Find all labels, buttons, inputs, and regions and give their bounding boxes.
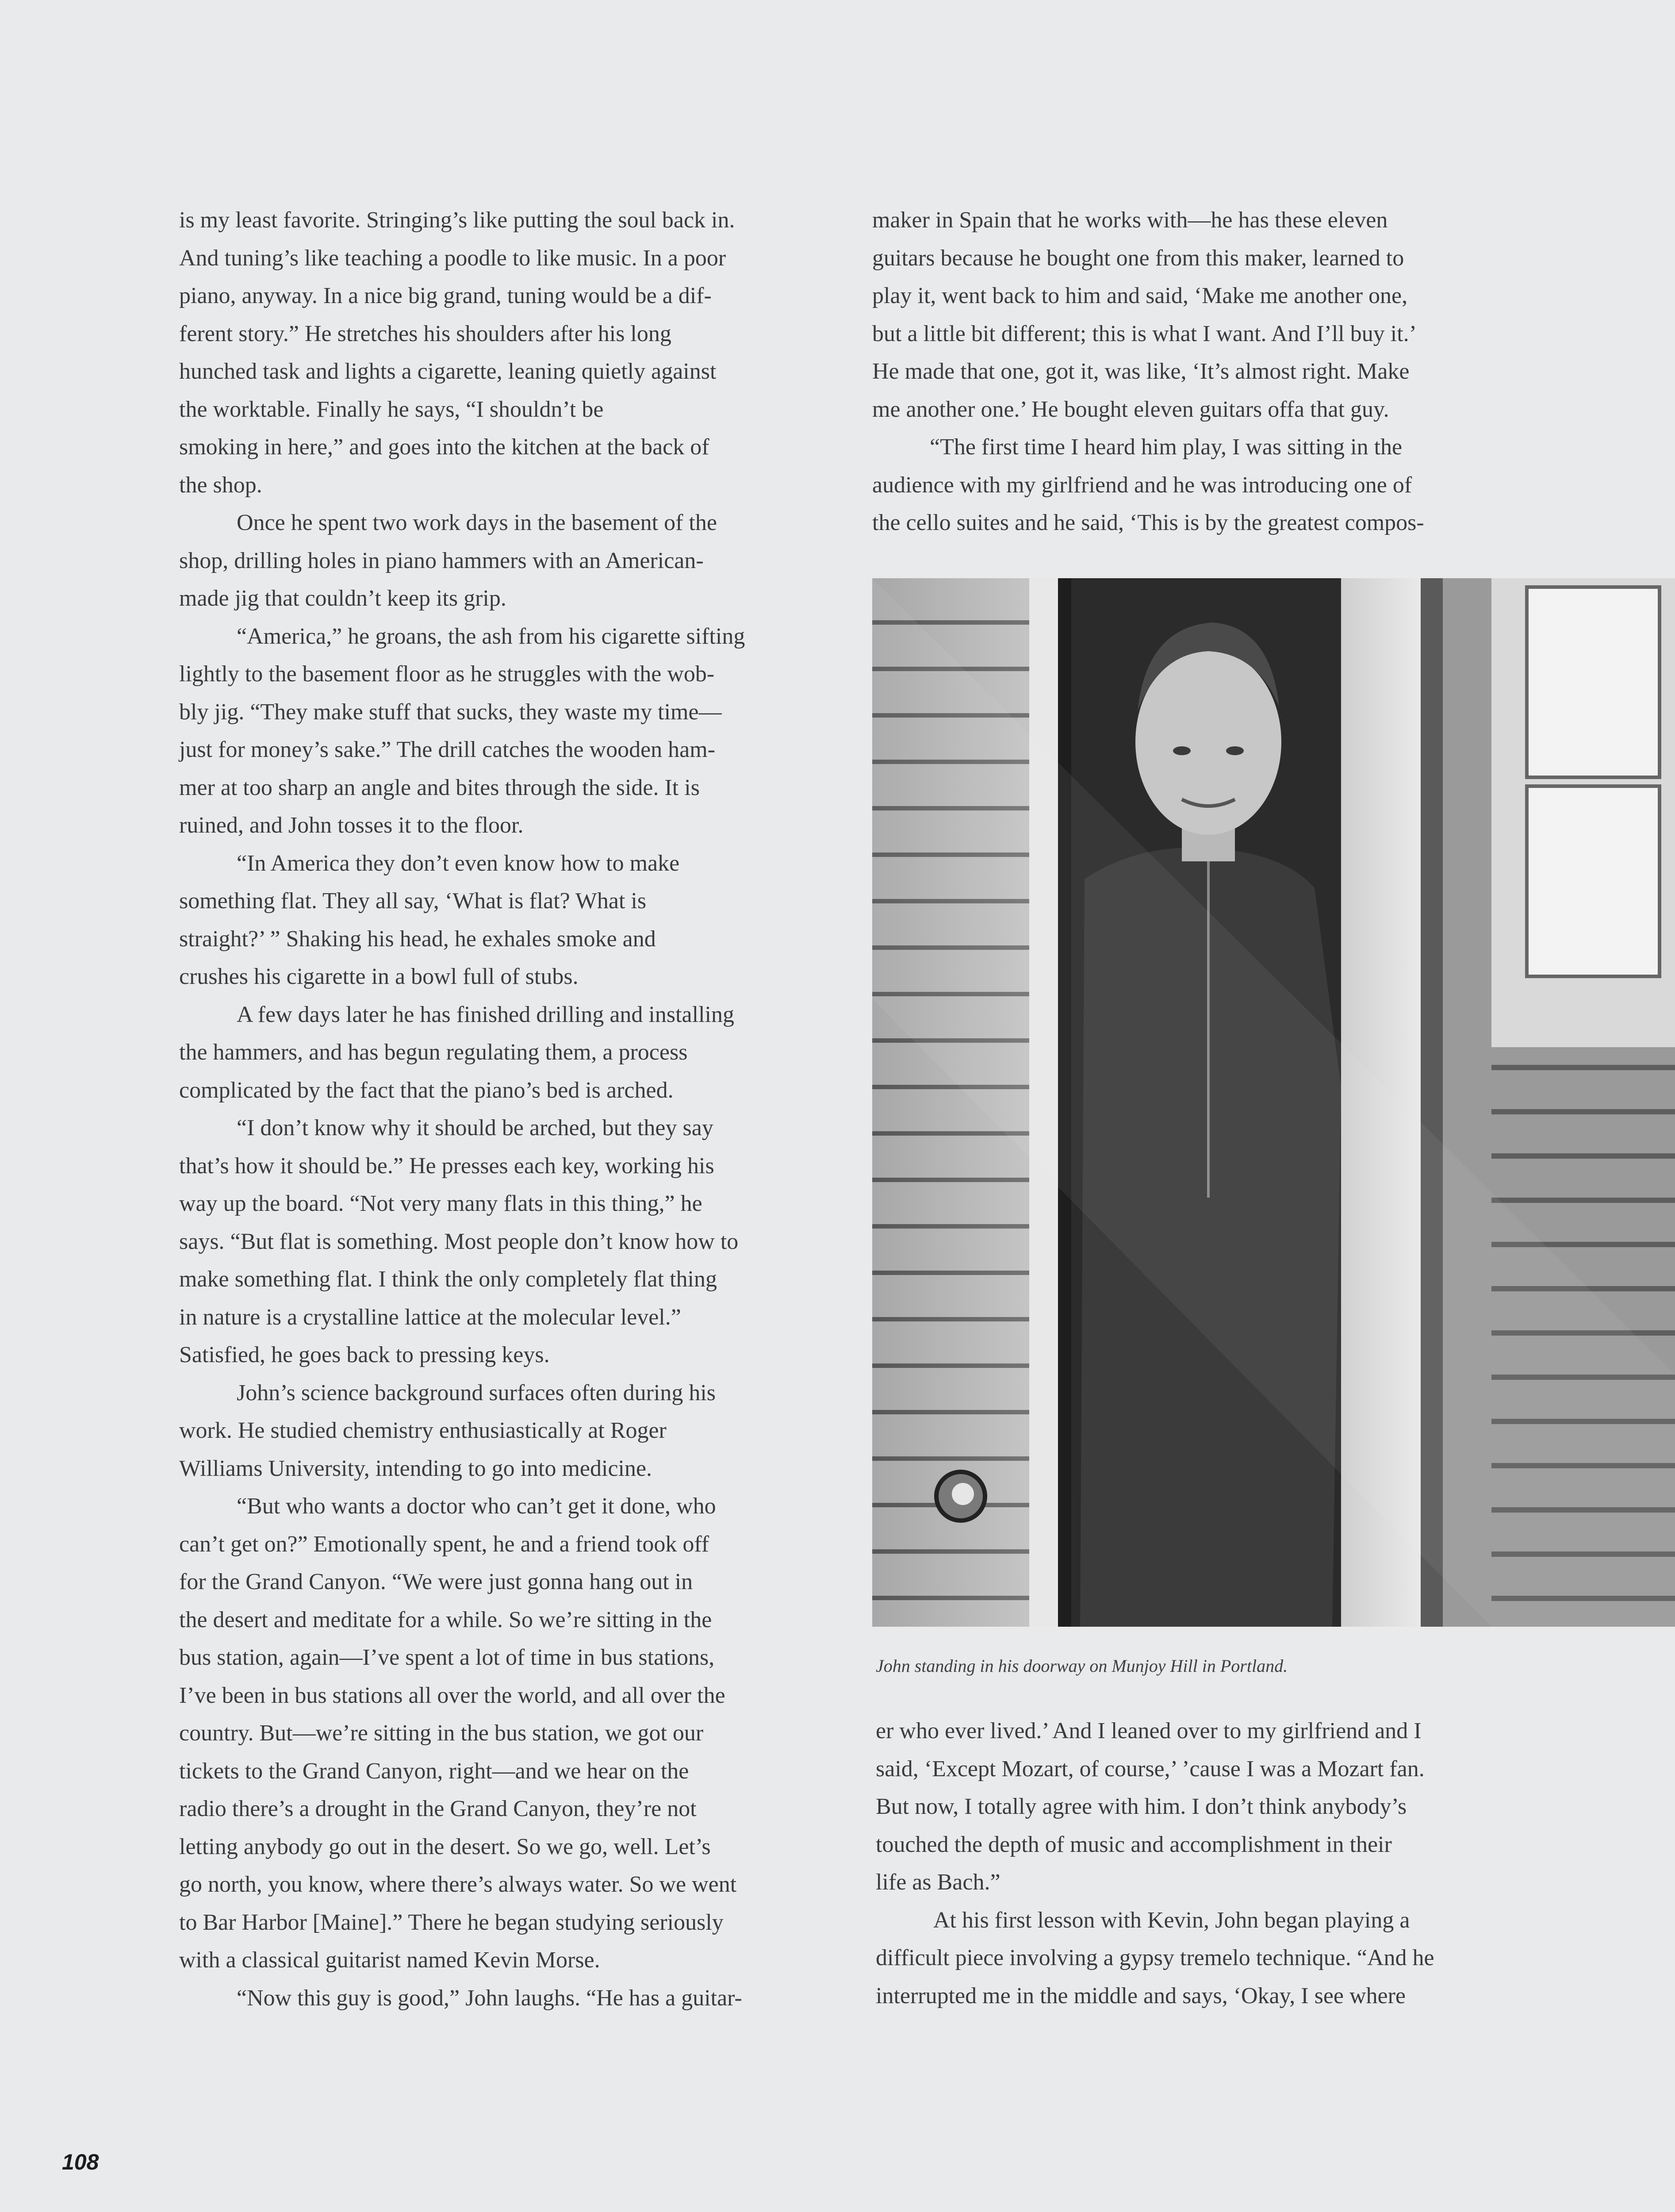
text-line: make something flat. I think the only completely flat thing — [179, 1267, 717, 1292]
text-line: “Now this guy is good,” John laughs. “He has a guitar- — [237, 1985, 742, 2011]
text-line: crushes his cigarette in a bowl full of stubs. — [179, 964, 579, 989]
text-line: audience with my girlfriend and he was introducing one of — [872, 472, 1412, 498]
text-line: I’ve been in bus stations all over the world, and all over the — [179, 1682, 725, 1708]
text-line: smoking in here,” and goes into the kitchen at the back of — [179, 434, 709, 460]
text-line: bly jig. “They make stuff that sucks, they waste my time— — [179, 699, 722, 725]
text-line: “I don’t know why it should be arched, but they say — [237, 1115, 713, 1141]
text-line: shop, drilling holes in piano hammers with an American- — [179, 548, 704, 573]
text-line: mer at too sharp an angle and bites through the side. It is — [179, 775, 700, 800]
text-line: can’t get on?” Emotionally spent, he and a friend took off — [179, 1531, 709, 1557]
text-line: “In America they don’t even know how to make — [237, 850, 680, 876]
text-line: to Bar Harbor [Maine].” There he began studying seriously — [179, 1909, 724, 1935]
text-line: with a classical guitarist named Kevin Morse. — [179, 1947, 600, 1973]
text-line: the cello suites and he said, ‘This is by the greatest compos- — [872, 510, 1424, 535]
text-line: go north, you know, where there’s always water. So we went — [179, 1872, 737, 1897]
text-line: work. He studied chemistry enthusiastically at Roger — [179, 1418, 667, 1443]
text-line: ferent story.” He stretches his shoulders after his long — [179, 321, 671, 346]
text-line: ruined, and John tosses it to the floor. — [179, 813, 524, 838]
text-line: tickets to the Grand Canyon, right—and we hear on the — [179, 1758, 689, 1784]
text-line: Satisfied, he goes back to pressing keys. — [179, 1342, 550, 1367]
text-line: is my least favorite. Stringing’s like putting the soul back in. — [179, 207, 735, 233]
text-line: me another one.’ He bought eleven guitars offa that guy. — [872, 396, 1389, 422]
text-line: for the Grand Canyon. “We were just gonna hang out in — [179, 1569, 693, 1594]
text-line: interrupted me in the middle and says, ‘Okay, I see where — [876, 1983, 1406, 2008]
text-line: A few days later he has finished drilling and installing — [237, 1002, 734, 1027]
left-text-column — [179, 201, 798, 2017]
text-line: Once he spent two work days in the basement of the — [237, 510, 717, 535]
text-line: “The first time I heard him play, I was sitting in the — [930, 434, 1403, 460]
text-line: At his first lesson with Kevin, John began playing a — [933, 1907, 1410, 1933]
text-line: country. But—we’re sitting in the bus station, we got our — [179, 1720, 704, 1746]
text-line: straight?’ ” Shaking his head, he exhales smoke and — [179, 926, 656, 952]
text-line: in nature is a crystalline lattice at the molecular level.” — [179, 1304, 681, 1330]
text-line: the worktable. Finally he says, “I shouldn’t be — [179, 396, 604, 422]
text-line: radio there’s a drought in the Grand Canyon, they’re not — [179, 1796, 697, 1821]
text-line: the desert and meditate for a while. So we’re sitting in the — [179, 1607, 712, 1632]
text-line: And tuning’s like teaching a poodle to like music. In a poor — [179, 245, 726, 271]
text-line: way up the board. “Not very many flats in this thing,” he — [179, 1191, 702, 1216]
text-line: John’s science background surfaces often during his — [237, 1380, 716, 1406]
text-line: hunched task and lights a cigarette, leaning quietly against — [179, 359, 717, 384]
text-line: lightly to the basement floor as he struggles with the wob- — [179, 661, 715, 687]
text-line: touched the depth of music and accomplishment in their — [876, 1832, 1392, 1857]
text-line: says. “But flat is something. Most people don’t know how to — [179, 1229, 739, 1254]
text-line: er who ever lived.’ And I leaned over to my girlfriend and I — [876, 1718, 1422, 1743]
text-line: He made that one, got it, was like, ‘It’s almost right. Make — [872, 359, 1410, 384]
text-line: difficult piece involving a gypsy tremelo technique. “And he — [876, 1945, 1434, 1970]
right-text-column-bottom — [876, 1712, 1495, 2015]
text-line: something flat. They all say, ‘What is flat? What is — [179, 888, 647, 914]
text-line: just for money’s sake.” The drill catches the wooden ham- — [179, 737, 716, 762]
text-line: but a little bit different; this is what I want. And I’ll buy it.’ — [872, 321, 1417, 346]
text-line: bus station, again—I’ve spent a lot of time in bus stations, — [179, 1645, 715, 1670]
text-line: the shop. — [179, 472, 262, 498]
photo-caption: John standing in his doorway on Munjoy Hill in Portland. — [876, 1656, 1288, 1676]
text-line: that’s how it should be.” He presses each key, working his — [179, 1153, 714, 1179]
portrait-photo — [872, 578, 1675, 1627]
text-line: “But who wants a doctor who can’t get it done, who — [237, 1494, 716, 1519]
text-line: letting anybody go out in the desert. So we go, well. Let’s — [179, 1834, 711, 1859]
text-line: piano, anyway. In a nice big grand, tuning would be a dif- — [179, 283, 712, 308]
right-text-column-top — [872, 201, 1491, 542]
text-line: the hammers, and has begun regulating them, a process — [179, 1040, 688, 1065]
text-line: play it, went back to him and said, ‘Make me another one, — [872, 283, 1408, 308]
text-line: said, ‘Except Mozart, of course,’ ’cause I was a Mozart fan. — [876, 1756, 1425, 1782]
page-number: 108 — [62, 2150, 99, 2174]
text-line: made jig that couldn’t keep its grip. — [179, 586, 506, 611]
text-line: complicated by the fact that the piano’s bed is arched. — [179, 1077, 674, 1103]
text-line: Williams University, intending to go into medicine. — [179, 1455, 652, 1481]
text-line: But now, I totally agree with him. I don’t think anybody’s — [876, 1794, 1407, 1819]
text-line: “America,” he groans, the ash from his cigarette sifting — [237, 623, 745, 649]
text-line: life as Bach.” — [876, 1870, 1000, 1895]
text-line: guitars because he bought one from this maker, learned to — [872, 245, 1404, 271]
text-line: maker in Spain that he works with—he has these eleven — [872, 207, 1388, 233]
